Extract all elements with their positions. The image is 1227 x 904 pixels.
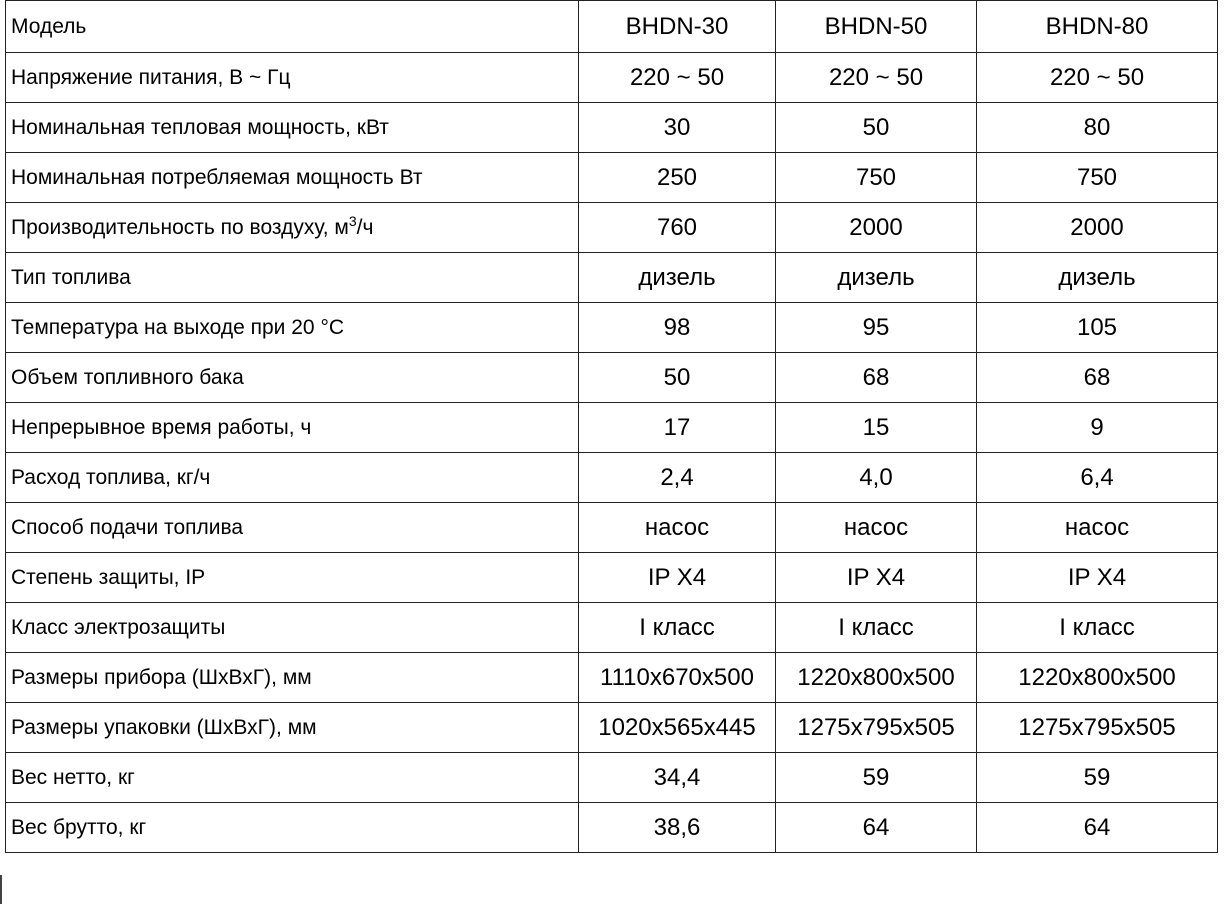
table-cell: 68: [776, 353, 977, 403]
table-cell: 64: [776, 803, 977, 853]
row-label: Степень защиты, IP: [6, 553, 579, 603]
table-row: [6, 53, 1218, 103]
table-cell: 30: [579, 103, 776, 153]
table-cell: IP X4: [977, 553, 1218, 603]
table-cell: 2000: [977, 203, 1218, 253]
table-cell: 98: [579, 303, 776, 353]
model-bhdn-30-header: BHDN-30: [579, 1, 776, 53]
table-row: [6, 653, 1218, 703]
table-cell: насос: [776, 503, 977, 553]
table-cell: 1020х565х445: [579, 703, 776, 753]
table-cell: 2000: [776, 203, 977, 253]
row-label: [6, 203, 579, 253]
table-row: [6, 703, 1218, 753]
row-label-text: Производительность по воздуху, м: [11, 215, 349, 239]
table-cell: 80: [977, 103, 1218, 153]
table-cell: 760: [579, 203, 776, 253]
table-cell: 17: [579, 403, 776, 453]
table-row: [6, 803, 1218, 853]
table-cell: 220 ~ 50: [977, 53, 1218, 103]
row-label: Объем топливного бака: [6, 353, 579, 403]
table-cell: 95: [776, 303, 977, 353]
row-label: Вес нетто, кг: [6, 753, 579, 803]
table-row: [6, 753, 1218, 803]
row-label: Расход топлива, кг/ч: [6, 453, 579, 503]
table-cell: 38,6: [579, 803, 776, 853]
table-cell: 105: [977, 303, 1218, 353]
row-label: Номинальная тепловая мощность, кВт: [6, 103, 579, 153]
table-row: [6, 303, 1218, 353]
table-cell: 50: [579, 353, 776, 403]
left-edge-line: [0, 875, 2, 904]
table-cell: 9: [977, 403, 1218, 453]
table-cell: I класс: [579, 603, 776, 653]
model-bhdn-80-header: BHDN-80: [977, 1, 1218, 53]
table-cell: дизель: [776, 253, 977, 303]
row-label: Температура на выходе при 20 °С: [6, 303, 579, 353]
table-cell: 6,4: [977, 453, 1218, 503]
table-row: [6, 353, 1218, 403]
table-row: [6, 103, 1218, 153]
table-cell: IP X4: [579, 553, 776, 603]
header-label-cell: Модель: [6, 1, 579, 53]
row-label: Размеры прибора (ШхВхГ), мм: [6, 653, 579, 703]
specifications-table: [5, 0, 1218, 853]
table-cell: 750: [776, 153, 977, 203]
table-cell: 220 ~ 50: [579, 53, 776, 103]
row-label: Тип топлива: [6, 253, 579, 303]
table-cell: 59: [977, 753, 1218, 803]
table-cell: 59: [776, 753, 977, 803]
model-bhdn-50-header: BHDN-50: [776, 1, 977, 53]
table-cell: 250: [579, 153, 776, 203]
table-cell: дизель: [977, 253, 1218, 303]
row-label-superscript: 3: [348, 212, 357, 229]
table-row: [6, 503, 1218, 553]
table-cell: 64: [977, 803, 1218, 853]
table-cell: 1220х800х500: [977, 653, 1218, 703]
table-cell: IP X4: [776, 553, 977, 603]
table-row: [6, 403, 1218, 453]
table-cell: 220 ~ 50: [776, 53, 977, 103]
table-cell: 34,4: [579, 753, 776, 803]
table-row: [6, 553, 1218, 603]
table-cell: дизель: [579, 253, 776, 303]
row-label: Напряжение питания, В ~ Гц: [6, 53, 579, 103]
table-cell: 1275х795х505: [776, 703, 977, 753]
table-cell: 4,0: [776, 453, 977, 503]
table-cell: 1275х795х505: [977, 703, 1218, 753]
table-header-row: [6, 1, 1218, 53]
table-row: [6, 253, 1218, 303]
row-label: Номинальная потребляемая мощность Вт: [6, 153, 579, 203]
table-cell: 15: [776, 403, 977, 453]
row-label: Вес брутто, кг: [6, 803, 579, 853]
table-cell: 1110х670х500: [579, 653, 776, 703]
table-cell: 68: [977, 353, 1218, 403]
table-cell: 750: [977, 153, 1218, 203]
table-cell: I класс: [776, 603, 977, 653]
row-label: Непрерывное время работы, ч: [6, 403, 579, 453]
table-cell: 2,4: [579, 453, 776, 503]
table-row: [6, 603, 1218, 653]
table-cell: насос: [977, 503, 1218, 553]
table-cell: насос: [579, 503, 776, 553]
table-row: [6, 453, 1218, 503]
table-cell: I класс: [977, 603, 1218, 653]
row-label: Класс электрозащиты: [6, 603, 579, 653]
row-label-suffix: /ч: [356, 215, 374, 239]
table-row: [6, 153, 1218, 203]
table-cell: 50: [776, 103, 977, 153]
row-label: Способ подачи топлива: [6, 503, 579, 553]
table-row: [6, 203, 1218, 253]
row-label: Размеры упаковки (ШхВхГ), мм: [6, 703, 579, 753]
table-cell: 1220х800х500: [776, 653, 977, 703]
